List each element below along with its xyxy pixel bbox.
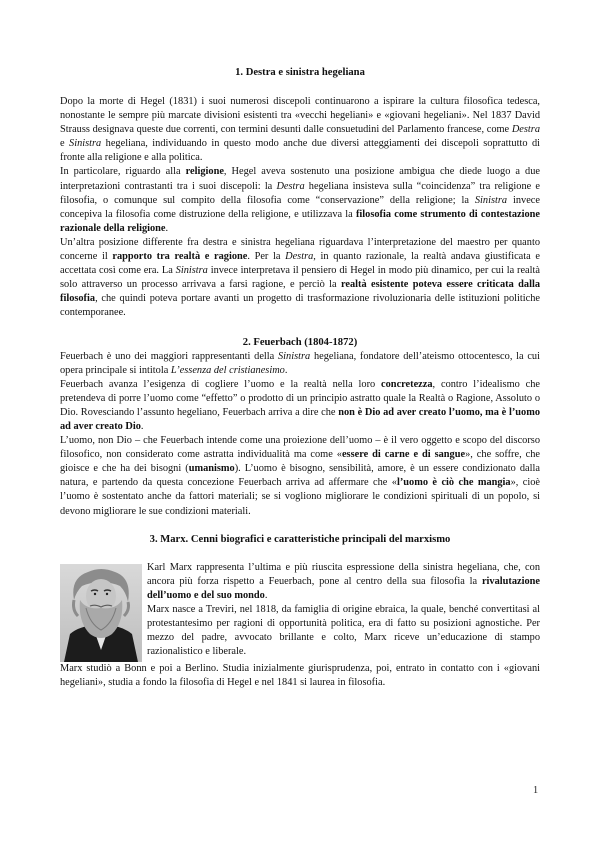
text-run: », cioè l’uomo è sostentato anche da fattori materiali; se si vogliono migliorare le condizioni spirituali di un popolo, si devono migliorare le sue condizioni materiali. xyxy=(60,477,541,517)
italic-text: Sinistra xyxy=(69,138,102,150)
text-run: », che soffre, che gioisce e che ha dei bisogni ( xyxy=(60,449,540,475)
paragraph xyxy=(60,95,540,165)
section-title-marx: 3. Marx. Cenni biografici e caratteristiche principali del marxismo xyxy=(149,533,451,545)
text-run: Feuerbach avanza l’esigenza di cogliere l’uomo e la realtà nella loro xyxy=(60,378,382,390)
bold-text: religione xyxy=(185,166,224,178)
bold-text: concretezza xyxy=(381,378,433,390)
bold-text: essere di carne e di sangue xyxy=(341,449,466,461)
karl-marx-portrait xyxy=(60,564,142,662)
italic-text: Destra xyxy=(511,124,540,136)
bold-text: realtà esistente poteva essere criticata dalla filosofia xyxy=(60,279,541,305)
italic-text: Destra xyxy=(276,180,305,192)
paragraph xyxy=(147,603,540,659)
section-title-destra-sinistra: 1. Destra e sinistra hegeliana xyxy=(235,67,365,78)
text-run: . xyxy=(284,364,288,376)
bold-text: rivalutazione dell’uomo e del suo mondo xyxy=(147,575,540,601)
page-content xyxy=(60,66,540,690)
text-run: Marx nasce a Treviri, nel 1818, da famiglia di origine ebraica, la quale, benché convertitasi al protestantesimo per ragioni di opportunità politica, era di fatto su posizioni agnostiche. Per mezzo del padre, avvocato brillante e colto, Marx riceve un’educazione di stampo razionalistico e liberale. xyxy=(147,603,540,658)
text-run: Dopo la morte di Hegel (1831) i suoi numerosi discepoli continuarono a ispirare la cultura filosofica tedesca, nonostante le sempre più marcate divisioni esistenti tra «vecchi hegeliani» e «giovani hegeliani». Nel 1837 David Strauss designava queste due correnti, con termini desunti dalle consuetudini del Parlamento francese, come xyxy=(60,96,540,136)
text-run: invece concepiva la filosofia come distruzione della religione, e utilizzava la xyxy=(60,194,540,220)
text-run: Un’altra posizione differente fra destra e sinistra hegeliana riguardava l’interpretazione del maestro per quanto concerne il xyxy=(60,236,540,263)
text-run: . xyxy=(140,420,144,432)
paragraph xyxy=(147,561,540,603)
paragraph xyxy=(60,236,540,321)
text-run: . xyxy=(264,589,268,601)
bold-text: rapporto tra realtà e ragione xyxy=(112,251,248,263)
italic-text: L’essenza del cristianesimo xyxy=(170,364,285,376)
italic-text: Sinistra xyxy=(474,194,508,206)
text-run: Karl Marx rappresenta l’ultima e più riuscita espressione della sinistra hegeliana, che, con ancora più forza rispetto a Feuerbach, pone al centro della sua filosofia la xyxy=(147,561,540,587)
bold-text: non è Dio ad aver creato l’uomo, ma è l’uomo ad aver creato Dio xyxy=(60,406,540,432)
paragraph xyxy=(60,350,540,378)
bold-text: l’uomo è ciò che mangia xyxy=(396,477,511,489)
paragraph xyxy=(60,165,540,235)
text-run: . Per la xyxy=(247,251,286,263)
italic-text: Sinistra xyxy=(175,265,208,277)
text-run: hegeliana, individuando in questo modo anche due diversi atteggiamenti dei discepoli soprattutto di fronte alla religione e alla politica. xyxy=(60,138,540,164)
paragraph xyxy=(60,434,540,519)
italic-text: Destra xyxy=(285,251,314,263)
text-run: ). L’uomo è bisogno, sensibilità, amore, è un essere condizionato dalla natura, e partendo da questa concezione Feuerbach arriva ad affermare che « xyxy=(60,463,540,489)
text-run: hegeliana insisteva sulla “coincidenza” tra religione e filosofia, o comunque sul compito della filosofia come “conservazione” della religione; la xyxy=(60,180,540,206)
text-run: invece interpretava il pensiero di Hegel in modo più dinamico, per cui la realtà solo attraverso un processo arrivava a farsi ragione, e perciò la xyxy=(60,265,540,291)
text-run: , in quanto razionale, la realtà andava giustificata e accettata così come era. La xyxy=(60,251,540,277)
bold-text: umanismo xyxy=(188,463,235,475)
text-run: L’uomo, non Dio – che Feuerbach intende come una proiezione dell’uomo – è il vero oggetto e scopo del discorso filosofico, non considerato come astratta individualità ma come « xyxy=(60,435,540,461)
page-number: 1 xyxy=(533,785,539,796)
text-run: Feuerbach è uno dei maggiori rappresentanti della xyxy=(60,350,278,362)
text-run: e xyxy=(60,138,70,150)
text-run: hegeliana, fondatore dell’ateismo ottocentesco, la cui opera principale si intitola xyxy=(60,350,540,376)
paragraph xyxy=(60,662,540,690)
text-run: , che quindi poteva portare avanti un progetto di trasformazione rivoluzionaria delle istituzioni politiche contemporanee. xyxy=(60,293,540,319)
section-title-feuerbach: 2. Feuerbach (1804-1872) xyxy=(242,336,358,348)
paragraph xyxy=(60,378,540,434)
bold-text: filosofia come strumento di contestazione razionale della religione xyxy=(60,208,540,234)
text-run: . xyxy=(165,222,169,234)
text-run: Marx studiò a Bonn e poi a Berlino. Studia inizialmente giurisprudenza, poi, entrato in contatto con i «giovani hegeliani», studia a fondo la filosofia di Hegel e nel 1841 si laurea in filosofia. xyxy=(60,662,540,688)
text-run: , Hegel aveva sostenuto una posizione ambigua che diede luogo a due interpretazioni contrastanti tra i suoi discepoli: la xyxy=(60,166,540,192)
text-run: In particolare, riguardo alla xyxy=(60,166,186,178)
text-run: , contro l’idealismo che pretendeva di porre l’uomo come “effetto” o prodotto di un principio astratto quale la Realtà o Ragione, Assoluto o Dio. Rovesciando l’assunto hegeliano, Feuerbach arriva a dire che xyxy=(60,378,540,418)
italic-text: Sinistra xyxy=(278,350,311,362)
